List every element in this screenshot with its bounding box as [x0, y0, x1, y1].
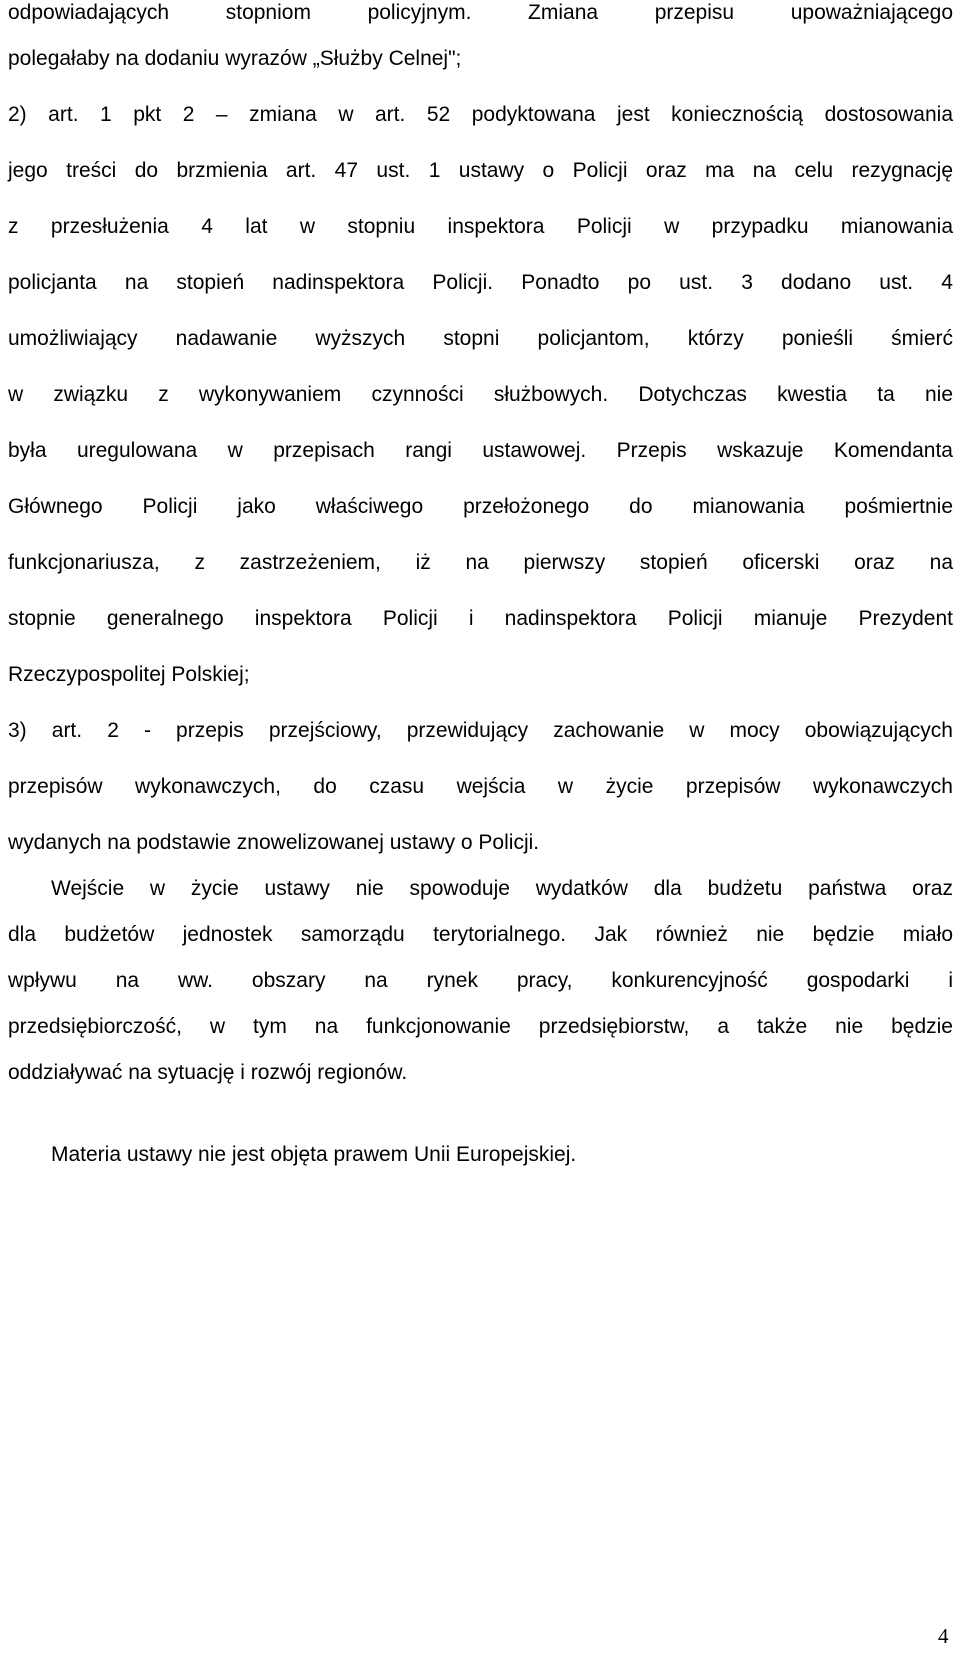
text-line: dla budżetów jednostek samorządu terytorialnego. Jak również nie będzie miało [8, 923, 953, 946]
text-line: z przesłużenia 4 lat w stopniu inspektora Policji w przypadku mianowania [8, 215, 953, 238]
text-line: umożliwiający nadawanie wyższych stopni policjantom, którzy ponieśli śmierć [8, 327, 953, 350]
page-number: 4 [938, 1624, 949, 1648]
text-line: Rzeczypospolitej Polskiej; [8, 663, 250, 686]
text-line: Wejście w życie ustawy nie spowoduje wydatków dla budżetu państwa oraz [51, 877, 953, 900]
text-line: policjanta na stopień nadinspektora Policji. Ponadto po ust. 3 dodano ust. 4 [8, 271, 953, 294]
text-line: wpływu na ww. obszary na rynek pracy, konkurencyjność gospodarki i [8, 969, 953, 992]
text-line: Głównego Policji jako właściwego przełożonego do mianowania pośmiertnie [8, 495, 953, 518]
text-line: oddziaływać na sytuację i rozwój regionów. [8, 1061, 408, 1084]
text-line: była uregulowana w przepisach rangi ustawowej. Przepis wskazuje Komendanta [8, 439, 953, 462]
text-line: funkcjonariusza, z zastrzeżeniem, iż na pierwszy stopień oficerski oraz na [8, 551, 953, 574]
text-line: stopnie generalnego inspektora Policji i nadinspektora Policji mianuje Prezydent [8, 607, 953, 630]
text-line: w związku z wykonywaniem czynności służbowych. Dotychczas kwestia ta nie [8, 383, 953, 406]
text-line: przepisów wykonawczych, do czasu wejścia w życie przepisów wykonawczych [8, 775, 953, 798]
text-line: przedsiębiorczość, w tym na funkcjonowanie przedsiębiorstw, a także nie będzie [8, 1015, 953, 1038]
text-line: 3) art. 2 - przepis przejściowy, przewidujący zachowanie w mocy obowiązujących [8, 719, 953, 742]
text-line: Materia ustawy nie jest objęta prawem Unii Europejskiej. [51, 1143, 577, 1166]
text-line: odpowiadających stopniom policyjnym. Zmiana przepisu upoważniającego [8, 1, 953, 24]
text-line: wydanych na podstawie znowelizowanej ustawy o Policji. [8, 831, 540, 854]
text-line: polegałaby na dodaniu wyrazów „Służby Celnej"; [8, 47, 462, 70]
text-line: 2) art. 1 pkt 2 – zmiana w art. 52 podyktowana jest koniecznością dostosowania [8, 103, 953, 126]
text-line: jego treści do brzmienia art. 47 ust. 1 ustawy o Policji oraz ma na celu rezygnację [8, 159, 953, 182]
